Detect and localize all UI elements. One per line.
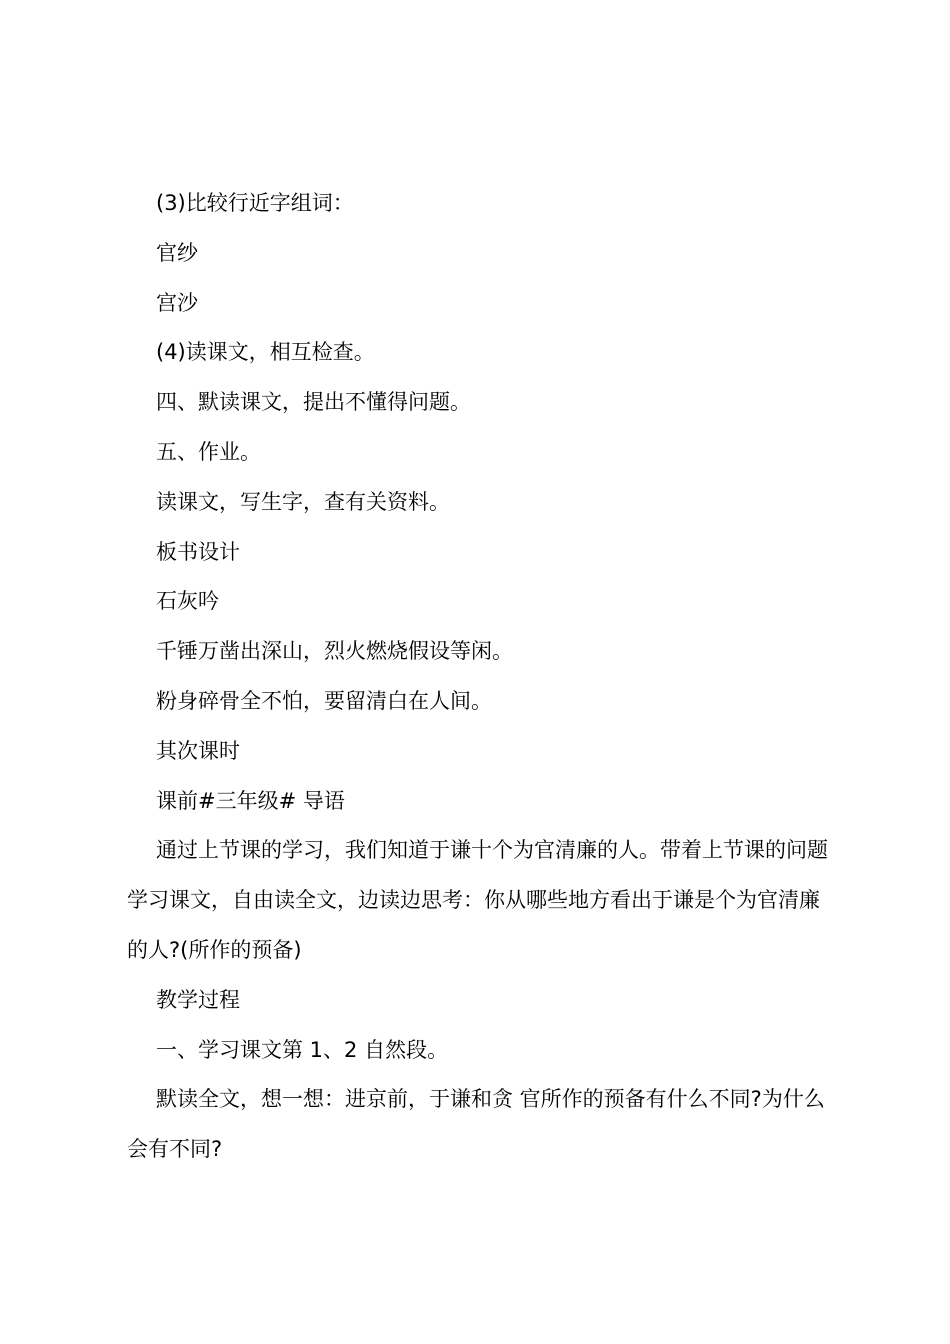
paragraph-board-design: 板书设计 [156, 539, 240, 564]
document-body [127, 179, 837, 1175]
paragraph-read-check: (4)读课文，相互检查。 [156, 340, 375, 365]
paragraph-silent-reading: 四、默读课文，提出不懂得问题。 [156, 390, 471, 415]
paragraph-intro-text: 通过上节课的学习，我们知道于谦十个为官清廉的人。带着上节课的问题学习课文，自由读全文，边读边思考：你从哪些地方看出于谦是个为官清廉的人?(所作的预备) [127, 838, 828, 962]
paragraph-intro-heading: 课前#三年级# 导语 [156, 788, 345, 813]
paragraph-section-one: 一、学习课文第 1、2 自然段。 [156, 1037, 449, 1062]
paragraph-homework: 读课文，写生字，查有关资料。 [156, 489, 450, 514]
paragraph-poem-title: 石灰吟 [156, 589, 219, 614]
paragraph-homework-heading: 五、作业。 [156, 439, 261, 464]
paragraph-teaching-process: 教学过程 [156, 987, 240, 1012]
paragraph-poem-line-2: 粉身碎骨全不怕，要留清白在人间。 [156, 688, 492, 713]
paragraph-poem-line-1: 千锤万凿出深山，烈火燃烧假设等闲。 [156, 639, 513, 664]
paragraph-compare-words: (3)比较行近字组词： [156, 191, 354, 215]
paragraph-reading-task: 默读全文，想一想：进京前，于谦和贪 官所作的预备有什么不同?为什么会有不同? [127, 1087, 825, 1162]
paragraph-word-guansha: 官纱 [156, 240, 198, 265]
paragraph-second-lesson: 其次课时 [156, 738, 240, 763]
paragraph-word-gongsha: 宫沙 [156, 290, 198, 315]
